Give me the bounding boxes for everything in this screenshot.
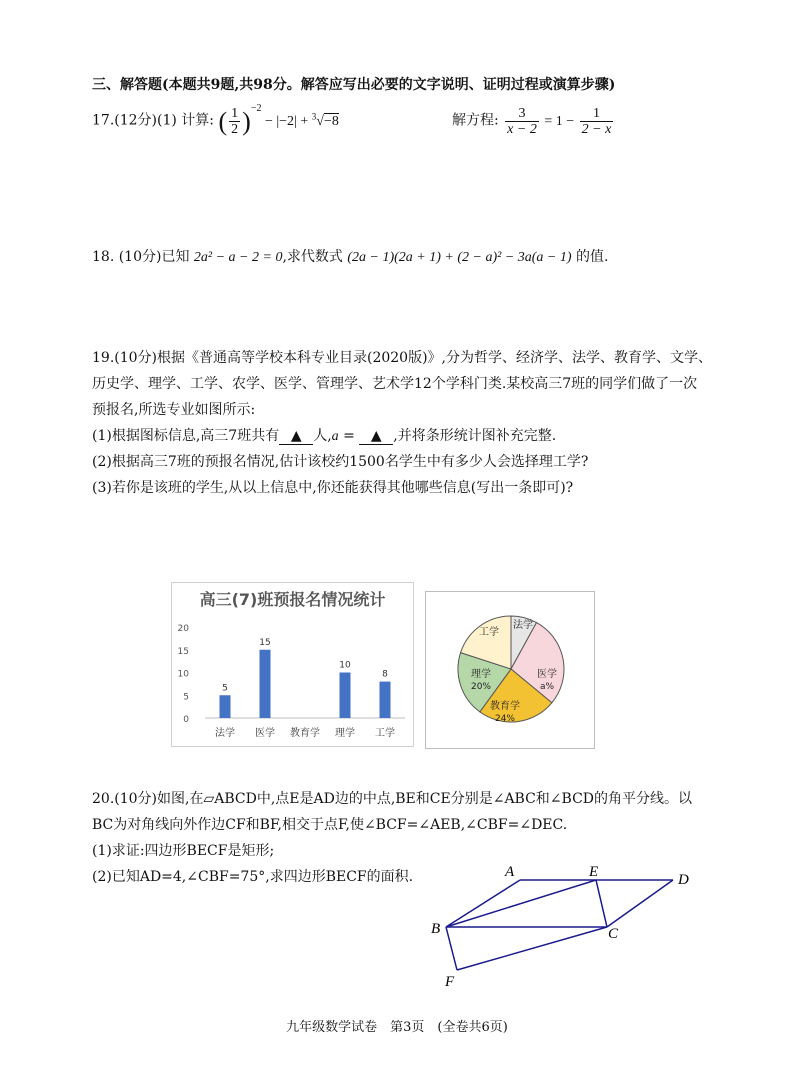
pie-chart	[425, 591, 595, 749]
x-tick-label: 法学	[215, 728, 235, 739]
q20-line2: BC为对角线向外作边CF和BF,相交于点F,使∠BCF=∠AEB,∠CBF=∠DEC.	[92, 817, 568, 833]
section-heading: 三、解答题(本题共9题,共98分。解答应写出必要的文字说明、证明过程或演算步骤)	[92, 77, 616, 93]
q19-blank-2: ▲	[359, 428, 393, 445]
pie-chart-plot	[426, 592, 594, 748]
q17-rhs-num: 1	[580, 106, 614, 122]
q17-part1-label: (1) 计算:	[157, 112, 215, 129]
data-label: 5	[222, 683, 228, 694]
x-tick-label: 教育学	[290, 728, 320, 739]
q18-number: 18. (10分)	[92, 249, 162, 265]
q19-line1: 19.(10分)根据《普通高等学校本科专业目录(2020版)》,分为哲学、经济学、法学、教育学、文学、	[92, 350, 713, 366]
bar-chart	[171, 582, 414, 747]
q18-text-mid: ,求代数式	[282, 249, 343, 265]
question-17	[92, 103, 339, 137]
q17-part2-label: 解方程:	[452, 112, 499, 129]
q17-expression-1: ( $\frac{1}{2}$ )$^{-2}$ − |−2| + $^3$√−8	[218, 103, 339, 137]
segment-bf	[446, 927, 457, 970]
q17-base-den: 2	[231, 122, 239, 137]
q17-radicand: −8	[323, 113, 339, 129]
segment-fc	[457, 927, 607, 970]
q19-line2: 历史学、理学、工学、农学、医学、管理学、艺术学12个学科门类.某校高三7班的同学们做了一次	[92, 376, 698, 392]
segment-ec	[596, 880, 607, 927]
q19-line3: 预报名,所选专业如图所示:	[92, 402, 256, 418]
pie-label: 医学	[537, 669, 557, 680]
segment-be	[446, 880, 596, 927]
label-c: C	[608, 926, 619, 942]
label-d: D	[678, 872, 689, 888]
q17-mid: = 1 −	[544, 113, 575, 129]
x-tick-label: 工学	[375, 728, 395, 739]
q19-blank-1: ▲	[279, 428, 313, 445]
q18-expression: (2a − 1)(2a + 1) + (2 − a)² − 3a(a − 1)	[347, 250, 572, 265]
y-tick-label: 5	[183, 692, 189, 703]
q17-exponent: −2	[250, 103, 262, 115]
data-label: 15	[259, 637, 271, 648]
q20-sub1: (1)求证:四边形BECF是矩形;	[92, 843, 275, 859]
q17-lhs-num: 3	[505, 106, 539, 122]
q17-root-sign: √	[316, 113, 324, 129]
x-tick-label: 理学	[335, 728, 355, 739]
q19-sub1-post: ,并将条形统计图补充完整.	[393, 428, 557, 444]
bar-chart-title: 高三(7)班预报名情况统计	[199, 590, 386, 609]
q17-number: 17.(12分)	[92, 112, 158, 129]
bar-4	[340, 673, 351, 719]
q18-text-after: 的值.	[576, 249, 609, 265]
y-tick-label: 0	[183, 715, 189, 725]
q19-sub1-mid: 人,	[313, 428, 332, 444]
pie-label: 工学	[479, 627, 499, 638]
pie-value-label: a%	[539, 682, 555, 692]
q17-rhs-den: 2 − x	[581, 122, 612, 137]
q17-base-num: 1	[231, 106, 239, 121]
question-17-part2	[452, 106, 615, 137]
page-footer: 九年级数学试卷 第3页 (全卷共6页)	[286, 1020, 508, 1035]
q17-rest: − |−2| +	[264, 113, 309, 129]
x-tick-label: 医学	[255, 728, 275, 739]
q17-root-index: 3	[311, 111, 317, 122]
q18-text-before: 已知	[161, 249, 190, 265]
q20-line1: 20.(10分)如图,在▱ABCD中,点E是AD边的中点,BE和CE分别是∠ABC和∠BCD的角平分线。以	[92, 791, 693, 807]
pie-label: 教育学	[490, 701, 520, 712]
label-b: B	[431, 921, 441, 937]
y-tick-label: 10	[177, 669, 189, 680]
q19-var-a: a	[331, 429, 339, 444]
segment-ba	[446, 880, 520, 927]
q19-sub3: (3)若你是该班的学生,从以上信息中,你还能获得其他哪些信息(写出一条即可)?	[92, 480, 574, 496]
label-e: E	[589, 864, 599, 880]
label-f: F	[445, 974, 455, 990]
data-label: 8	[382, 669, 388, 680]
q19-sub1-pre: (1)根据图标信息,高三7班共有	[92, 428, 280, 444]
q17-lhs-den: x − 2	[507, 122, 537, 137]
y-tick-label: 15	[177, 646, 189, 657]
segment-dc	[607, 880, 673, 927]
q19-sub2: (2)根据高三7班的预报名情况,估计该校约1500名学生中有多少人会选择理工学?	[92, 454, 589, 470]
pie-label: 法学	[513, 620, 533, 631]
q18-condition: 2a² − a − 2 = 0	[193, 250, 283, 265]
question-18	[92, 246, 608, 266]
label-a: A	[505, 864, 515, 880]
bar-2	[260, 650, 271, 718]
bar-1	[220, 695, 231, 718]
y-tick-label: 20	[177, 624, 189, 634]
pie-label: 理学	[471, 669, 491, 680]
bar-chart-plot	[172, 583, 413, 746]
q19-sub1	[92, 425, 556, 445]
q20-sub2: (2)已知AD=4,∠CBF=75°,求四边形BECF的面积.	[92, 869, 414, 885]
bar-5	[380, 682, 391, 718]
data-label: 10	[339, 660, 351, 671]
pie-value-label: 20%	[470, 682, 492, 692]
pie-value-label: 24%	[494, 714, 516, 724]
geometry-figure	[425, 858, 725, 993]
q19-sub1-eq: =	[338, 428, 360, 444]
